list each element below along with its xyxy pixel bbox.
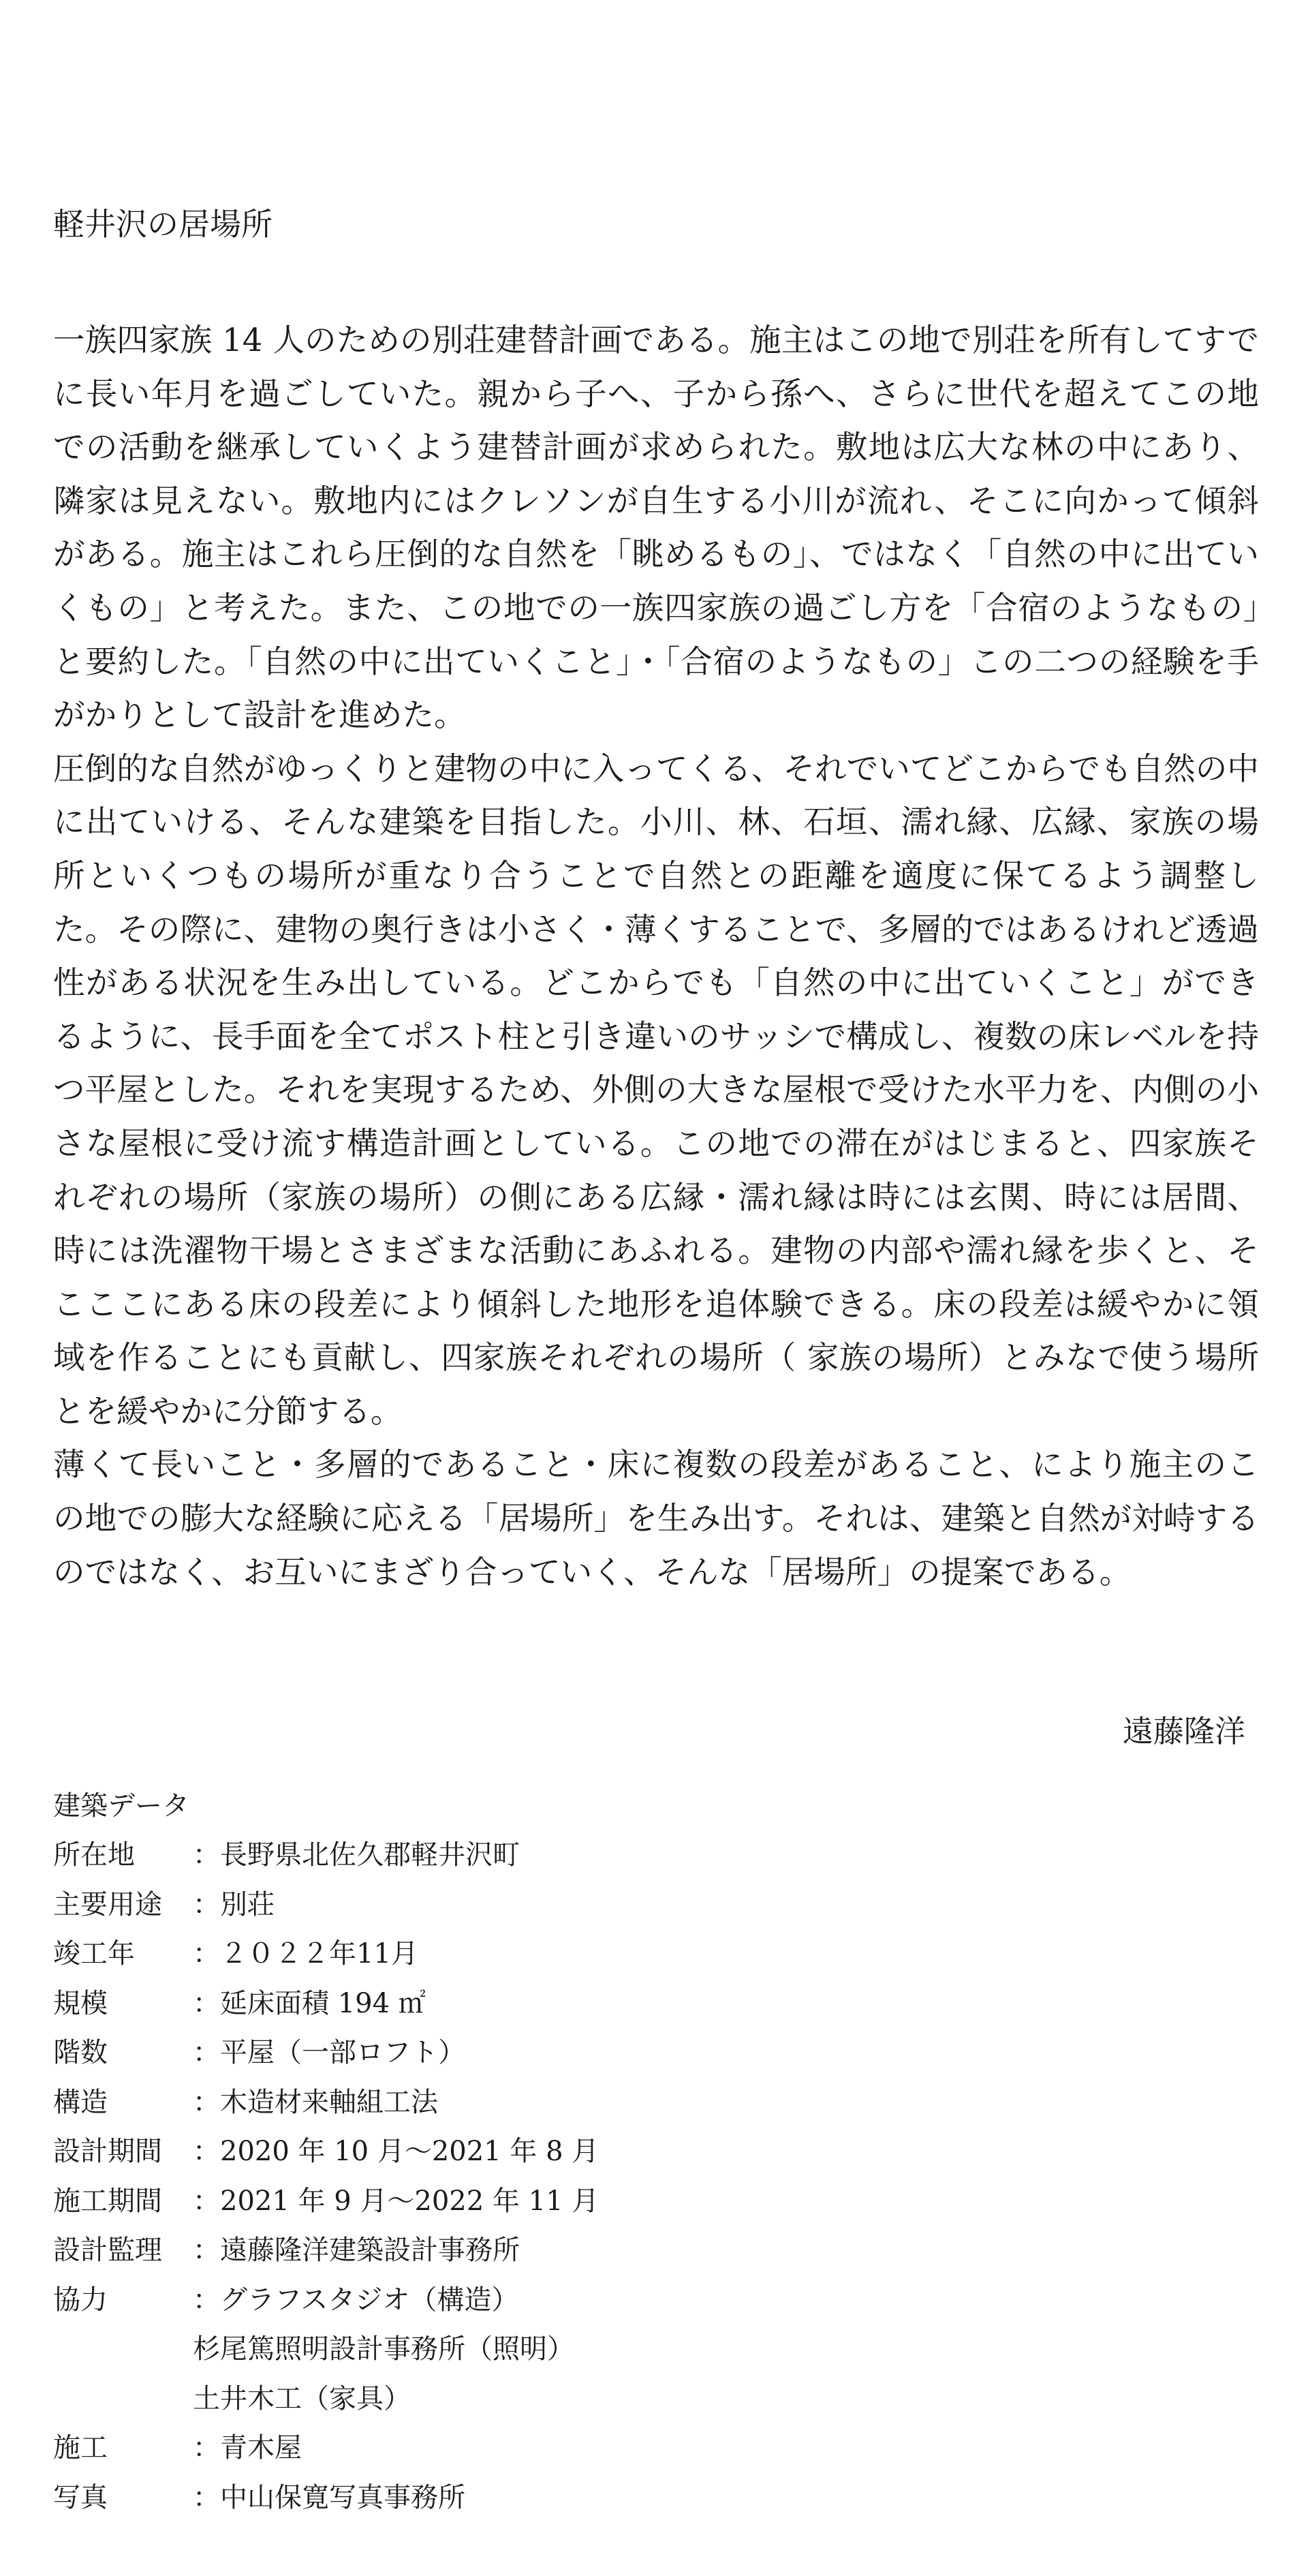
data-label: 所在地 [53,1839,135,1871]
data-row-scale [53,1984,871,2034]
data-label: 写真 [53,2481,108,2513]
data-value: ：長野県北佐久郡軽井沢町 [193,1839,520,1871]
data-value: ：中山保寛写真事務所 [193,2481,465,2513]
data-row-location [53,1836,871,1886]
data-value: ：別荘 [193,1888,275,1920]
data-row-contractor [53,2429,871,2479]
data-value: ：２０２２年11月 [193,1938,418,1969]
data-label: 協力 [53,2284,108,2316]
data-label: 主要用途 [53,1888,162,1920]
data-row-floors [53,2034,871,2083]
building-data-section [53,1787,871,2528]
data-row-construction-period [53,2182,871,2232]
data-row-design-period [53,2132,871,2182]
data-label: 施工 [53,2432,108,2464]
data-cooperation-extra: 土井木工（家具） [193,2382,411,2414]
body-text [53,313,1259,1599]
data-label: 階数 [53,2037,108,2068]
document-title: 軽井沢の居場所 [53,206,272,243]
data-label: 竣工年 [53,1938,135,1969]
paragraph-1: 一族四家族 14 人のための別荘建替計画である。施主はこの地で別荘を所有してすでに長い年月を過ごしていた。親から子へ、子から孫へ、さらに世代を超えてこの地での活動を継承していくよう建替計画が求められた。敷地は広大な林の中にあり、隣家は見えない。敷地内にはクレソンが自生する小川が流れ、そこに向かって傾斜がある。施主はこれら圧倒的な自然を「眺めるもの」、ではなく「自然の中に出ていくもの」と考えた。また、この地での一族四家族の過ごし方を「合宿のようなもの」と要約した。「自然の中に出ていくこと」・「合宿のようなもの」この二つの経験を手がかりとして設計を進めた。 [53,322,1259,734]
data-label: 規模 [53,1987,108,2019]
building-data-heading: 建築データ [53,1790,189,1822]
data-label: 設計監理 [53,2235,162,2266]
data-row-structure [53,2083,871,2133]
paragraph-2: 圧倒的な自然がゆっくりと建物の中に入ってくる、それでいてどこからでも自然の中に出ていける、そんな建築を目指した。小川、林、石垣、濡れ縁、広縁、家族の場所といくつもの場所が重なり合うことで自然との距離を適度に保てるよう調整した。その際に、建物の奥行きは小さく・薄くすることで、多層的ではあるけれど透過性がある状況を生み出している。どこからでも「自然の中に出ていくこと」ができるように、長手面を全てポスト柱と引き違いのサッシで構成し、複数の床レベルを持つ平屋とした。それを実現するため、外側の大きな屋根で受けた水平力を、内側の小さな屋根に受け流す構造計画としている。この地での滞在がはじまると、四家族それぞれの場所（家族の場所）の側にある広縁・濡れ縁は時には玄関、時には居間、時には洗濯物干場とさまざまな活動にあふれる。建物の内部や濡れ縁を歩くと、そこここにある床の段差により傾斜した地形を追体験できる。床の段差は緩やかに領域を作ることにも貢献し、四家族それぞれの場所（ 家族の場所）とみなで使う場所とを緩やかに分節する。 [53,750,1259,1430]
paragraph-3: 薄くて長いこと・多層的であること・床に複数の段差があること、により施主のこの地での膨大な経験に応える「居場所」を生み出す。それは、建築と自然が対峙するのではなく、お互いにまざり合っていく、そんな「居場所」の提案である。 [53,1446,1259,1591]
data-value: ：延床面積 194 ㎡ [193,1987,426,2019]
data-value: ：2020 年 10 月～2021 年 8 月 [193,2136,600,2167]
data-value: ：青木屋 [193,2432,302,2464]
data-row-design-supervision [53,2231,871,2281]
data-value: ：2021 年 9 月～2022 年 11 月 [193,2185,600,2217]
data-value: ：遠藤隆洋建築設計事務所 [193,2235,520,2266]
data-value: ：グラフスタジオ（構造） [193,2284,519,2316]
data-row-photo [53,2479,871,2528]
data-cooperation-extra: 杉尾篤照明設計事務所（照明） [193,2333,574,2365]
data-label: 構造 [53,2086,108,2118]
data-row-use [53,1886,871,1935]
data-row-cooperation [53,2281,871,2331]
data-label: 設計期間 [53,2136,162,2167]
author-signature: 遠藤隆洋 [1122,1713,1245,1749]
data-label: 施工期間 [53,2185,162,2217]
data-value: ：木造材来軸組工法 [193,2086,438,2118]
data-value: ：平屋（一部ロフト） [193,2037,465,2068]
data-row-completion [53,1935,871,1984]
